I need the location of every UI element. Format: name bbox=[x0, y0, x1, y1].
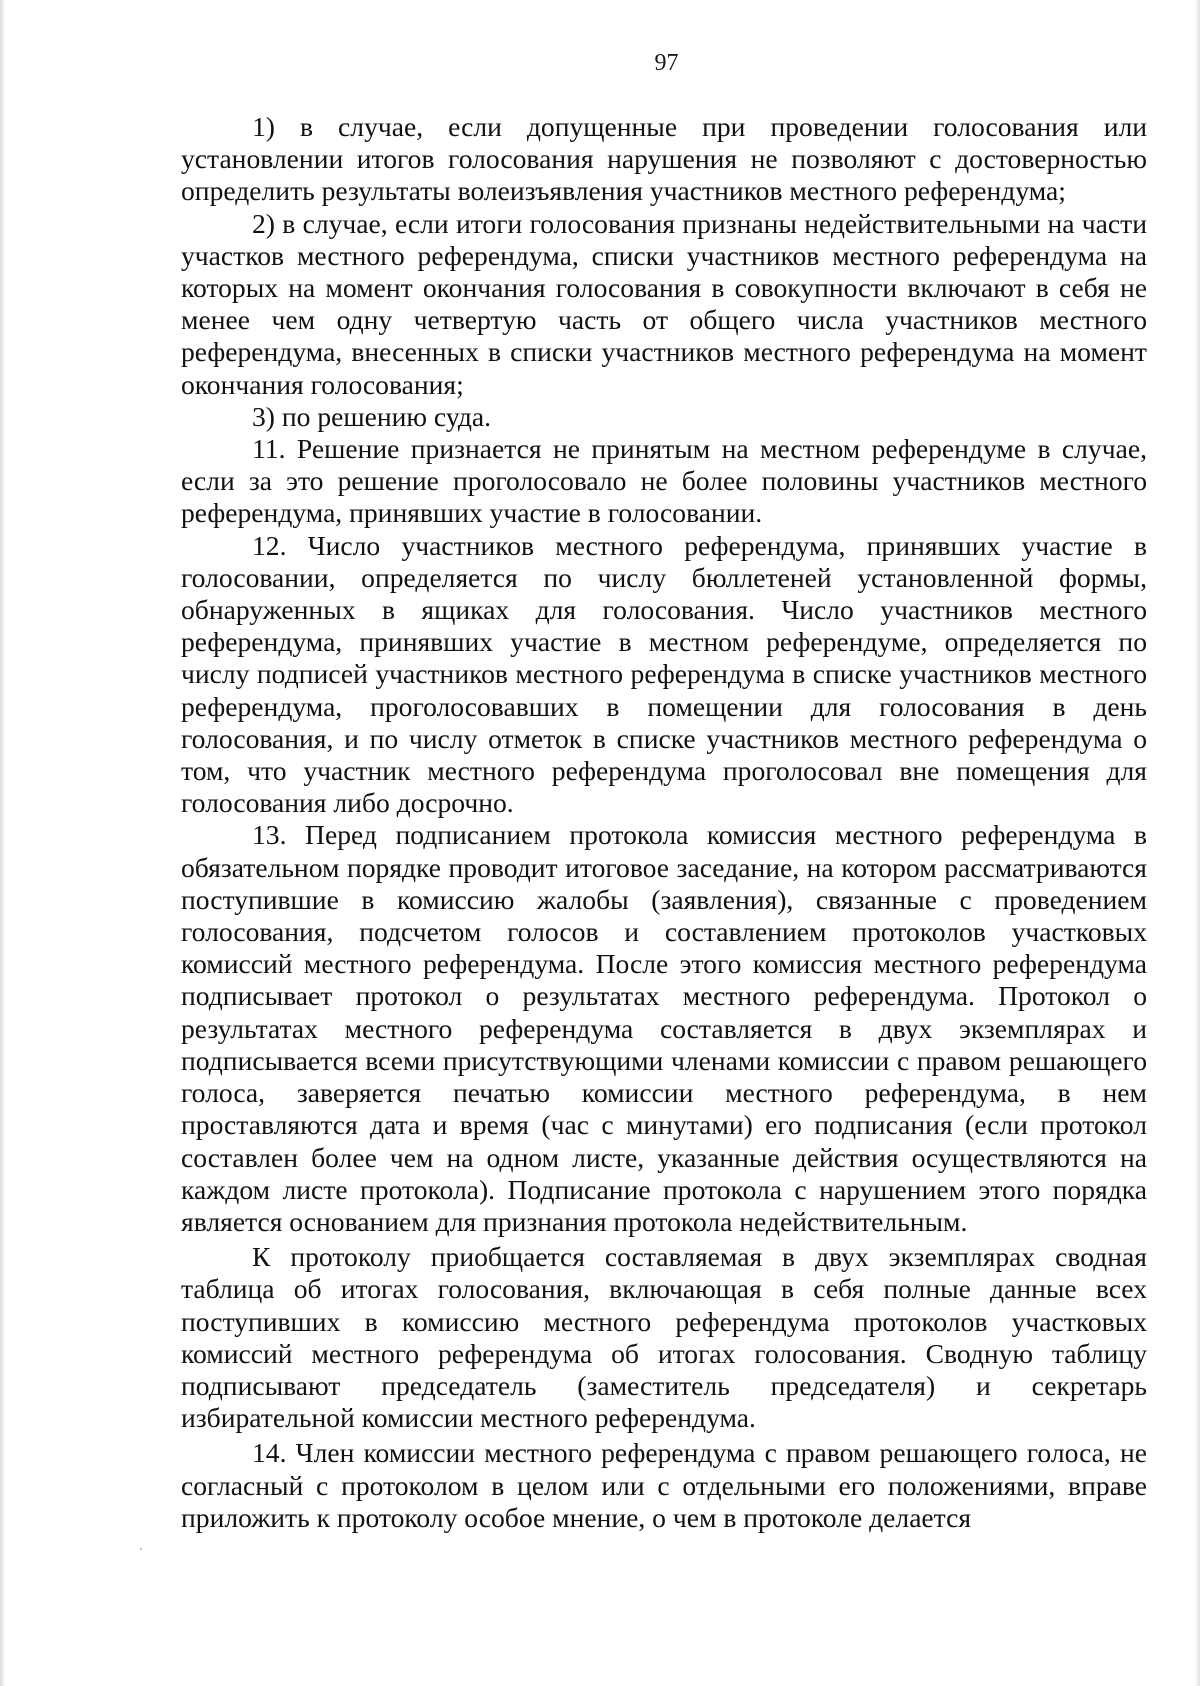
scan-edge-left bbox=[0, 0, 6, 1686]
document-body bbox=[181, 111, 1147, 1534]
paragraph-clause-2: 2) в случае, если итоги голосования признаны недействительными на части участков местного референдума, списки участников местного референдума на которых на момент окончания голосования в совокупности включают в себя не менее чем одну четвертую часть от общего числа участников местного референдума, внесенных в списки участников местного референдума на момент окончания голосования; bbox=[181, 207, 1147, 400]
paragraph-section-13: 13. Перед подписанием протокола комиссия местного референдума в обязательном порядке проводит итоговое заседание, на котором рассматриваются поступившие в комиссию жалобы (заявления), связанные с проведением голосования, подсчетом голосов и составлением протоколов участковых комиссий местного референдума. После этого комиссия местного референдума подписывает протокол о результатах местного референдума. Протокол о результатах местного референдума составляется в двух экземплярах и подписывается всеми присутствующими членами комиссии с правом решающего голоса, заверяется печатью комиссии местного референдума, в нем проставляются дата и время (час с минутами) его подписания (если протокол составлен более чем на одном листе, указанные действия осуществляются на каждом листе протокола). Подписание протокола с нарушением этого порядка является основанием для признания протокола недействительным. bbox=[181, 819, 1147, 1237]
paragraph-section-14: 14. Член комиссии местного референдума с правом решающего голоса, не согласный с протоколом в целом или с отдельными его положениями, вправе приложить к протоколу особое мнение, о чем в протоколе делается bbox=[181, 1437, 1147, 1533]
page-number: 97 bbox=[654, 50, 679, 76]
paragraph-clause-1: 1) в случае, если допущенные при проведении голосования или установлении итогов голосования нарушения не позволяют с достоверностью определить результаты волеизъявления участников местного референдума; bbox=[181, 111, 1147, 207]
paragraph-section-11: 11. Решение признается не принятым на местном референдуме в случае, если за это решение проголосовало не более половины участников местного референдума, принявших участие в голосовании. bbox=[181, 433, 1147, 529]
scan-edge-right bbox=[1195, 0, 1200, 1686]
scan-speck bbox=[140, 1548, 142, 1550]
paragraph-section-12: 12. Число участников местного референдума, принявших участие в голосовании, определяется по числу бюллетеней установленной формы, обнаруженных в ящиках для голосования. Число участников местного референдума, принявших участие в местном референдуме, определяется по числу подписей участников местного референдума в списке участников местного референдума, проголосовавших в помещении для голосования в день голосования, и по числу отметок в списке участников местного референдума о том, что участник местного референдума проголосовал вне помещения для голосования либо досрочно. bbox=[181, 529, 1147, 819]
paragraph-clause-3: 3) по решению суда. bbox=[252, 400, 492, 432]
paragraph-summary-table: К протоколу приобщается составляемая в двух экземплярах сводная таблица об итогах голосования, включающая в себя полные данные всех поступивших в комиссию местного референдума протоколов участковых комиссий местного референдума об итогах голосования. Сводную таблицу подписывают председатель (заместитель председателя) и секретарь избирательной комиссии местного референдума. bbox=[181, 1241, 1147, 1434]
